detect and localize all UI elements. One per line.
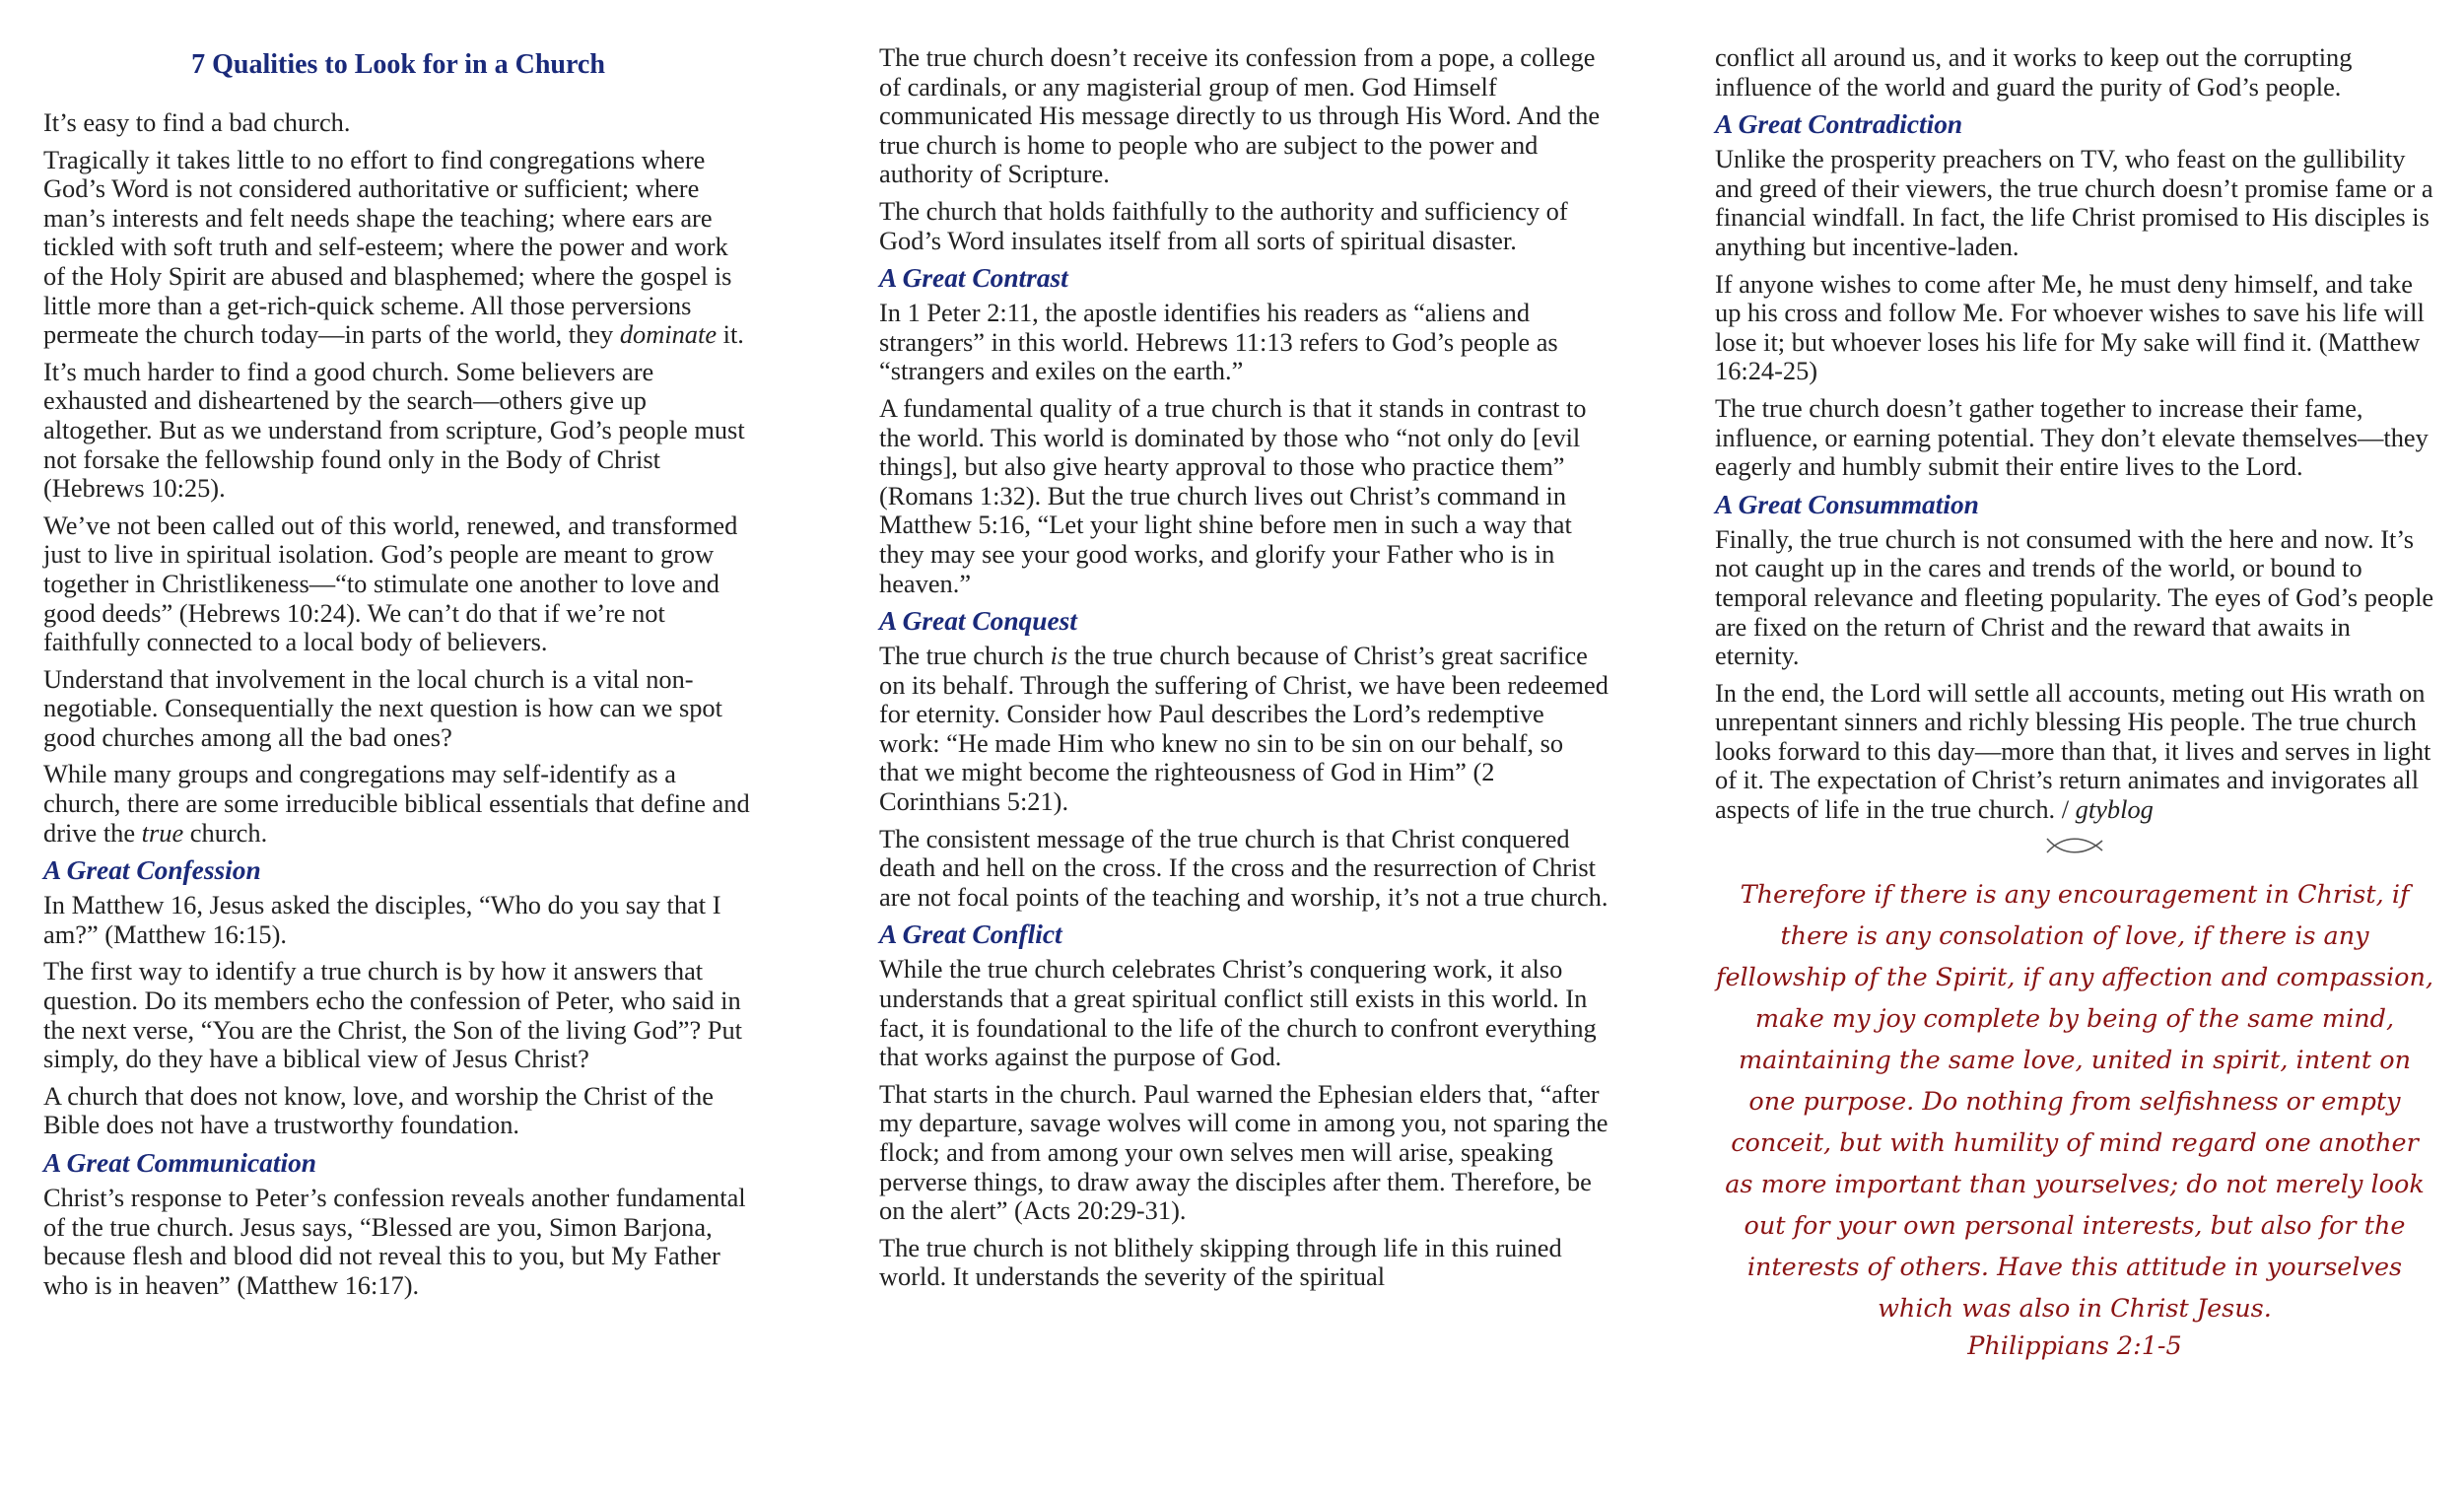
page-title: 7 Qualities to Look for in a Church — [191, 49, 605, 80]
paragraph: A church that does not know, love, and worship the Christ of the Bible does not have a trustworthy foundation. — [43, 1080, 714, 1140]
paragraph: Unlike the prosperity preachers on TV, who feast on the gullibility and greed of their viewers, the true church doesn’t promise fame or a financial windfall. In fact, the life Christ promised to His disciples is anything but incentive-laden. — [1715, 144, 2433, 261]
paragraph: In Matthew 16, Jesus asked the disciples, “Who do you say that I am?” (Matthew 16:15). — [43, 890, 721, 949]
paragraph: Christ’s response to Peter’s confession reveals another fundamental of the true church. Jesus says, “Blessed are you, Simon Barjona, because flesh and blood did not reveal this to you, but My Father who is in heaven” (Matthew 16:17). — [43, 1183, 746, 1300]
paragraph: Tragically it takes little to no effort to find congregations where God’s Word is not considered authoritative or sufficient; where man’s interests and felt needs shape the teaching; where ears are tickled with soft truth and self-esteem; where the power and work of the Holy Spirit are abused and blasphemed; where the gospel is little more than a get-rich-quick scheme. All those perversions permeate the church today—in parts of the world, they dominate it. — [43, 144, 744, 350]
section-heading-communication: A Great Communication — [43, 1148, 317, 1178]
paragraph: It’s much harder to find a good church. Some believers are exhausted and disheartened by the search—others give up altogether. But as we understand from scripture, God’s people must not forsake the fellowship found only in the Body of Christ (Hebrews 10:25). — [43, 356, 745, 504]
paragraph: If anyone wishes to come after Me, he must deny himself, and take up his cross and follow Me. For whoever wishes to save his life will lose it; but whoever loses his life for My sake will find it. (Matthew 16:24-25) — [1715, 268, 2425, 386]
paragraph: The true church is not blithely skipping through life in this ruined world. It understands the severity of the spiritual — [879, 1232, 1562, 1292]
paragraph: That starts in the church. Paul warned the Ephesian elders that, “after my departure, savage wolves will come in among you, not sparing the flock; and from among your own selves men will arise, speaking perverse things, to draw away the disciples after them. Therefore, be on the alert” (Acts 20:29-31). — [879, 1078, 1608, 1226]
paragraph: A fundamental quality of a true church is that it stands in contrast to the world. This world is dominated by those who “not only do [evil things], but also give hearty approval to those who practice them” (Romans 1:32). But the true church lives out Christ’s command in Matthew 5:16, “Let your light shine before men in such a way that they may see your good works, and glorify your Father who is in heaven.” — [879, 392, 1587, 598]
paragraph: While many groups and congregations may self-identify as a church, there are some irreducible biblical essentials that define and drive the true church. — [43, 759, 750, 848]
paragraph: Finally, the true church is not consumed with the here and now. It’s not caught up in the cares and trends of the world, or bound to temporal relevance and fleeting popularity. The eyes of God’s people are fixed on the return of Christ and the reward that awaits in eternity. — [1715, 523, 2434, 671]
paragraph: conflict all around us, and it works to keep out the corrupting influence of the world and guard the purity of God’s people. — [1715, 42, 2353, 102]
paragraph: It’s easy to find a bad church. — [43, 107, 351, 137]
paragraph: Understand that involvement in the local church is a vital non-negotiable. Consequentially the next question is how can we spot good churches among all the bad ones? — [43, 663, 722, 752]
paragraph: The true church doesn’t receive its confession from a pope, a college of cardinals, or any magisterial group of men. God Himself communicated His message directly to us through His Word. And the true church is home to people who are subject to the power and authority of Scripture. — [879, 42, 1601, 189]
paragraph: While the true church celebrates Christ’s conquering work, it also understands that a great spiritual conflict still exists in this world. In fact, it is foundational to the life of the church to confront everything that works against the purpose of God. — [879, 954, 1597, 1072]
paragraph: The church that holds faithfully to the authority and sufficiency of God’s Word insulates itself from all sorts of spiritual disaster. — [879, 195, 1568, 255]
paragraph: The true church doesn’t gather together to increase their fame, influence, or earning potential. They don’t elevate themselves—they eagerly and humbly submit their entire lives to the Lord. — [1715, 392, 2429, 482]
column-3 — [1715, 43, 2434, 1361]
paragraph: In 1 Peter 2:11, the apostle identifies his readers as “aliens and strangers” in this world. Hebrews 11:13 refers to God’s people as “strangers and exiles on the earth.” — [879, 298, 1558, 386]
scripture-reference: Philippians 2:1-5 — [1967, 1330, 2182, 1361]
column-1 — [43, 43, 753, 1308]
section-heading-contrast: A Great Contrast — [879, 263, 1068, 294]
paragraph: In the end, the Lord will settle all accounts, meting out His wrath on unrepentant sinners and richly blessing His people. The true church looks forward to this day—more than that, it lives and serves in light of it. The expectation of Christ’s return animates and invigorates all aspects of life in the true church. / gtyblog — [1715, 677, 2431, 825]
paragraph: The consistent message of the true church is that Christ conquered death and hell on the cross. If the cross and the resurrection of Christ are not focal points of the teaching and worship, it’s not a true church. — [879, 823, 1608, 912]
section-heading-conquest: A Great Conquest — [879, 606, 1077, 637]
column-2 — [879, 43, 1608, 1300]
ichthys-fish-icon — [2045, 835, 2104, 856]
section-heading-confession: A Great Confession — [43, 855, 261, 886]
section-heading-contradiction: A Great Contradiction — [1715, 109, 1963, 140]
paragraph: We’ve not been called out of this world, renewed, and transformed just to live in spiritual isolation. God’s people are meant to grow together in Christlikeness—“to stimulate one another to love and good deeds” (Hebrews 10:24). We can’t do that if we’re not faithfully connected to a local body of believers. — [43, 510, 738, 657]
section-heading-conflict: A Great Conflict — [879, 919, 1062, 950]
source-credit: gtyblog — [2075, 794, 2154, 825]
section-heading-consummation: A Great Consummation — [1715, 489, 1979, 519]
paragraph: The first way to identify a true church is by how it answers that question. Do its members echo the confession of Peter, who said in the next verse, “You are the Christ, the Son of the living God”? Put simply, do they have a biblical view of Jesus Christ? — [43, 956, 743, 1074]
scripture-quote: Therefore if there is any encouragement in Christ, if there is any consolation of love, if there is any fellowship of the Spirit, if any affection and compassion, make my joy complete by being of the same mind, maintaining the same love, united in spirit, intent on one purpose. Do nothing from selfishness or empty conceit, but with humility of mind regard one another as more important than yourselves; do not merely look out for your own personal interests, but also for the interests of others. Have this attitude in yourselves which was also in Christ Jesus. — [1716, 879, 2433, 1324]
paragraph: The true church is the true church because of Christ’s great sacrifice on its behalf. Through the suffering of Christ, we have been redeemed for eternity. Consider how Paul describes the Lord’s redemptive work: “He made Him who knew no sin to be sin on our behalf, so that we might become the righteousness of God in Him” (2 Corinthians 5:21). — [879, 641, 1608, 817]
